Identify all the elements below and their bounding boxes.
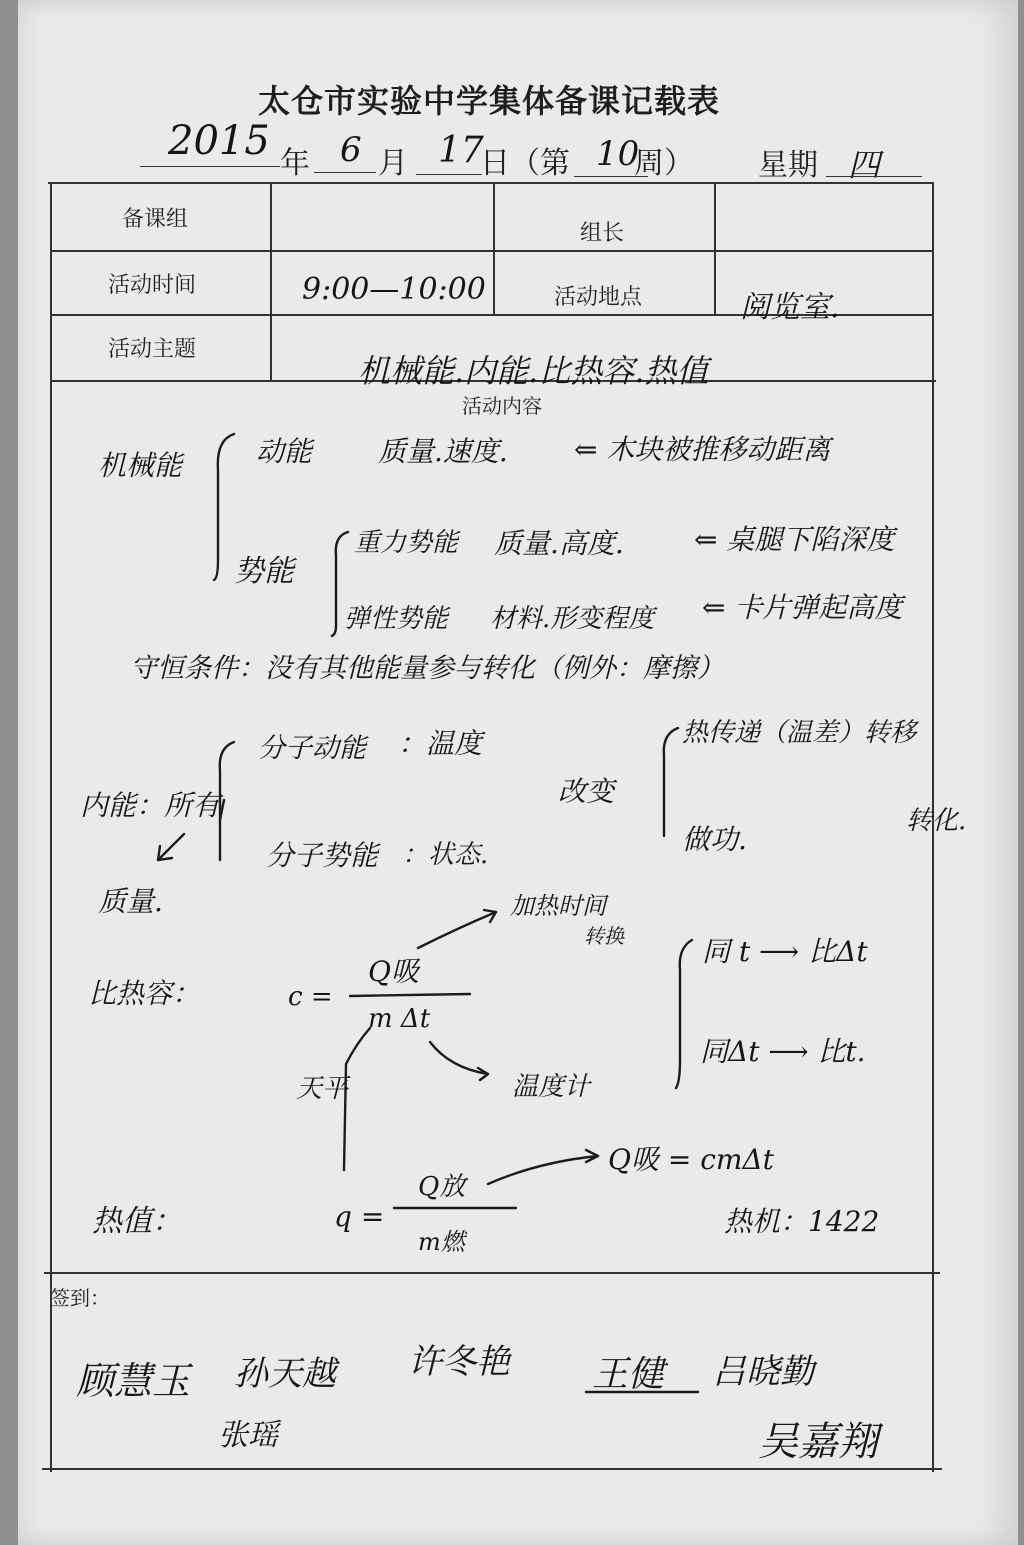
date-month: 6 — [340, 130, 362, 170]
note-engine: 热机：1422 — [724, 1205, 880, 1238]
note-conservation: 守恒条件：没有其他能量参与转化（例外：摩擦） — [130, 653, 724, 684]
note-q-formula: Q吸 = cmΔt — [608, 1143, 774, 1176]
note-potential: 势能 — [234, 554, 294, 589]
note-thermometer: 温度计 — [512, 1072, 591, 1102]
note-gravity-pe: 重力势能 — [354, 528, 459, 558]
note-molecular-pe-factor: ：状态. — [402, 840, 489, 870]
note-mass: 质量. — [98, 885, 163, 918]
signature: 吴嘉翔 — [758, 1419, 878, 1465]
week-number: 10 — [596, 134, 640, 174]
note-same-t: 同 t ⟶ 比Δt — [702, 935, 868, 968]
signature: 王健 — [592, 1354, 665, 1395]
note-heating-time: 加热时间 — [510, 892, 606, 920]
note-kinetic-factors: 质量.速度. — [378, 435, 508, 468]
page-title: 太仓市实验中学集体备课记载表 — [258, 82, 721, 120]
signature: 张瑶 — [218, 1418, 278, 1453]
note-internal: 内能：所有 — [80, 789, 221, 822]
note-gravity-experiment: ⇐ 桌腿下陷深度 — [694, 523, 895, 556]
weekday-value: 四 — [848, 146, 881, 184]
note-same-dt: 同Δt ⟶ 比t. — [700, 1035, 866, 1068]
note-elastic-experiment: ⇐ 卡片弹起高度 — [702, 591, 903, 624]
note-weigh: 天平 — [296, 1074, 349, 1104]
note-q-equation: q = — [334, 1200, 385, 1233]
signin-label: 签到： — [50, 1286, 110, 1310]
note-heat-transfer: 热传递（温差）转移 — [682, 718, 917, 748]
note-kinetic: 动能 — [256, 435, 313, 468]
note-change: 改变 — [558, 775, 615, 808]
signature: 许冬艳 — [408, 1342, 510, 1382]
note-gravity-factors: 质量.高度. — [494, 527, 624, 560]
note-work: 做功. — [682, 823, 747, 856]
leader-label: 组长 — [580, 221, 625, 246]
topic-label: 活动主题 — [108, 337, 197, 362]
date-day: 17 — [438, 130, 484, 171]
note-molecular-ke-factor: ：温度 — [398, 727, 483, 760]
topic-value: 机械能.内能.比热容.热值 — [358, 352, 709, 390]
week-suffix: 周） — [634, 146, 694, 181]
date-year: 2015 — [168, 118, 270, 164]
time-value: 9:00—10:00 — [302, 272, 486, 307]
note-kinetic-experiment: ⇐ 木块被推移动距离 — [574, 433, 831, 466]
year-suffix: 年 — [280, 146, 310, 181]
note-molecular-ke: 分子动能 — [258, 733, 366, 764]
note-shc-numerator: Q吸 — [368, 955, 419, 988]
time-label: 活动时间 — [108, 273, 197, 298]
note-elastic-factors: 材料.形变程度 — [490, 604, 655, 634]
place-value: 阅览室. — [740, 290, 840, 325]
paper-sheet — [18, 0, 1018, 1545]
signature: 顾慧玉 — [76, 1359, 191, 1403]
day-suffix: 日（第 — [480, 146, 570, 181]
weekday-label: 星期 — [758, 148, 818, 183]
note-mechanical: 机械能 — [98, 449, 183, 482]
ink-strokes — [18, 0, 1018, 1545]
signature: 吕晓勤 — [712, 1352, 814, 1392]
note-heating-time-conversion: 转换 — [584, 924, 624, 948]
place-label: 活动地点 — [554, 285, 643, 310]
note-q-numerator: Q放 — [418, 1172, 466, 1202]
note-transform: 转化. — [906, 806, 967, 836]
note-shc: 比热容： — [88, 977, 201, 1010]
note-shc-c: c = — [288, 982, 333, 1012]
note-molecular-pe: 分子势能 — [266, 839, 379, 872]
signature: 孙天越 — [234, 1354, 336, 1394]
note-heat-value: 热值： — [92, 1204, 182, 1239]
month-suffix: 月 — [378, 146, 408, 181]
content-label: 活动内容 — [462, 394, 542, 418]
note-elastic-pe: 弹性势能 — [344, 604, 449, 634]
note-shc-denominator: m Δt — [368, 1004, 431, 1034]
note-q-denominator: m燃 — [418, 1228, 465, 1256]
group-label: 备课组 — [122, 207, 189, 232]
